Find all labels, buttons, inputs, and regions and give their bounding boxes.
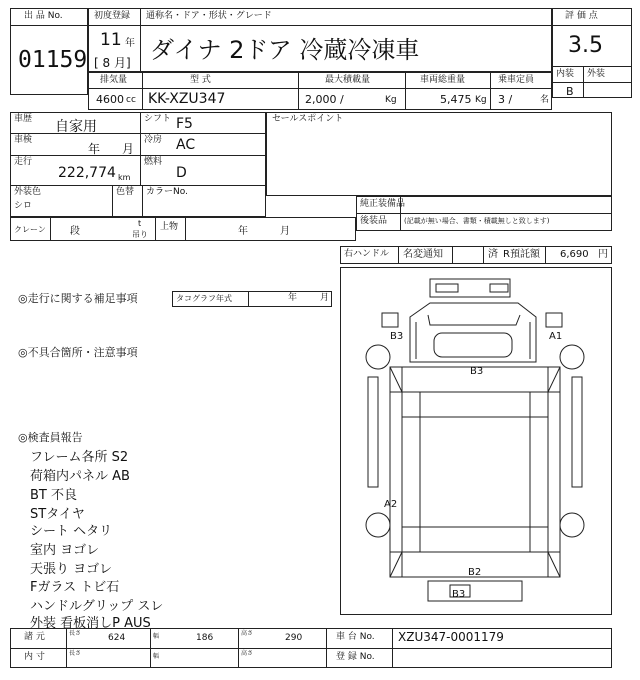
shift-label: シフト (144, 114, 172, 124)
car-name: ダイナ 2ドア 冷蔵冷凍車 (150, 36, 420, 64)
reg-year-unit: 年 (125, 38, 135, 49)
inspector-line: ハンドルグリップ スレ (30, 599, 164, 614)
damage-mark: A2 (384, 499, 398, 510)
width-label: 幅 (153, 633, 160, 640)
damage-mark: B3 (470, 366, 484, 377)
inspector-line: 天張り ヨゴレ (30, 562, 113, 577)
joukyo-month: 月 (280, 226, 290, 237)
inspector-line: シート ヘタリ (30, 524, 113, 539)
name-change-label: 名変通知 (403, 249, 443, 260)
inspector-line: STタイヤ (30, 507, 85, 522)
color-value: シロ (14, 201, 33, 211)
reg-no-label: 登 録 No. (336, 652, 375, 662)
mileage-label: 走行 (14, 157, 33, 167)
model-label: 型 式 (190, 75, 211, 85)
lot-no-label: 出 品 No. (24, 11, 63, 21)
joukyo-year: 年 (238, 226, 248, 237)
width: 186 (196, 633, 214, 643)
inner-height-label: 高さ (241, 650, 254, 657)
inspector-line: 外装 看板消しP AUS (30, 616, 151, 631)
yen-unit: 円 (598, 249, 608, 260)
exterior-label: 外装 (587, 69, 606, 79)
inspector-line: 荷箱内パネル AB (30, 469, 130, 484)
tacho-month: 月 (320, 293, 330, 303)
interior-score: B (566, 85, 574, 98)
inspector-label: ◎検査員報告 (18, 431, 83, 444)
inner-label: 内 寸 (24, 652, 45, 662)
color-no-label: カラーNo. (146, 187, 188, 197)
gross-unit: Kg (475, 95, 487, 105)
disp: 4600 (96, 93, 124, 106)
height-label: 高さ (241, 630, 254, 637)
right-hand-label: 右ハンドル (344, 249, 390, 259)
inspect-month: 月 (122, 142, 135, 156)
history-label: 車歴 (14, 114, 33, 124)
aftermarket-label: 後装品 (360, 216, 388, 226)
inspector-line: 室内 ヨゴレ (30, 543, 100, 558)
ac: AC (176, 137, 196, 153)
inspect-label: 車検 (14, 135, 33, 145)
score: 3.5 (568, 33, 603, 58)
capacity: 2,000 / (305, 93, 344, 106)
first-reg-label: 初度登録 (94, 11, 131, 21)
history-block (10, 112, 266, 217)
refund-mark: 済 (488, 249, 498, 260)
shift: F5 (176, 116, 193, 132)
name-label: 通称名・ドア・形状・グレード (146, 11, 272, 21)
truck-diagram (340, 267, 612, 615)
color-change-label: 色替 (116, 187, 135, 197)
driving-notes-label: ◎走行に関する補足事項 (18, 292, 138, 305)
std-equip-label: 純正装備品 (360, 199, 406, 209)
tacho-label: タコグラフ年式 (176, 294, 232, 303)
sales-label: セールスポイント (272, 114, 344, 124)
crane-row (10, 217, 356, 241)
seats-unit: 名 (540, 95, 550, 105)
fuel: D (176, 165, 187, 181)
interior-label: 内装 (556, 69, 575, 79)
mileage: 222,774 (58, 165, 116, 181)
tacho-year: 年 (288, 293, 298, 303)
length-label: 長さ (69, 630, 82, 637)
km-unit: km (118, 173, 131, 182)
reg-year: 11 (100, 30, 122, 50)
refund-label: R預託額 (503, 249, 540, 260)
refund-amount: 6,690 (560, 249, 589, 260)
lot-no: 01159 (18, 47, 88, 73)
disp-label: 排気量 (100, 75, 128, 85)
height: 290 (285, 633, 303, 643)
length: 624 (108, 633, 126, 643)
gross-label: 車両総重量 (420, 75, 466, 85)
inspect-year: 年 (88, 142, 101, 156)
aftermarket-note: (記載が無い場合、書類・積載無しと致します) (404, 217, 550, 225)
damage-mark: B2 (468, 567, 482, 578)
crane-dan: 段 (70, 226, 80, 237)
inner-width-label: 幅 (153, 653, 160, 660)
seats-label: 乗車定員 (498, 75, 535, 85)
disp-unit: cc (126, 95, 136, 105)
history: 自家用 (55, 119, 97, 135)
fuel-label: 燃料 (144, 157, 163, 167)
model: KK-XZU347 (148, 91, 226, 107)
capacity-label: 最大積載量 (325, 75, 371, 85)
defects-label: ◎不具合箇所・注意事項 (18, 346, 138, 359)
dims-label: 諸 元 (24, 632, 45, 642)
chassis-label: 車 台 No. (336, 632, 375, 642)
seats: 3 / (498, 93, 513, 106)
joukyo-label: 上物 (160, 222, 179, 232)
crane-t: t (138, 219, 142, 228)
inspector-line: BT 不良 (30, 488, 77, 503)
inner-length-label: 長さ (69, 650, 82, 657)
reg-month: [ 8 月] (94, 56, 131, 70)
ac-label: 冷房 (144, 135, 163, 145)
damage-mark: B3 (390, 331, 404, 342)
inspector-line: フレーム各所 S2 (30, 450, 129, 465)
capacity-unit: Kg (385, 95, 397, 105)
color-label: 外装色 (14, 187, 42, 197)
score-label: 評 価 点 (565, 11, 598, 21)
crane-label: クレーン (14, 225, 46, 234)
gross: 5,475 (440, 93, 472, 106)
inspector-line: Fガラス トビ石 (30, 580, 120, 595)
chassis-no: XZU347-0001179 (398, 630, 504, 644)
damage-mark: A1 (549, 331, 563, 342)
crane-tsuri: 吊り (132, 230, 148, 239)
damage-mark: B3 (452, 589, 466, 600)
